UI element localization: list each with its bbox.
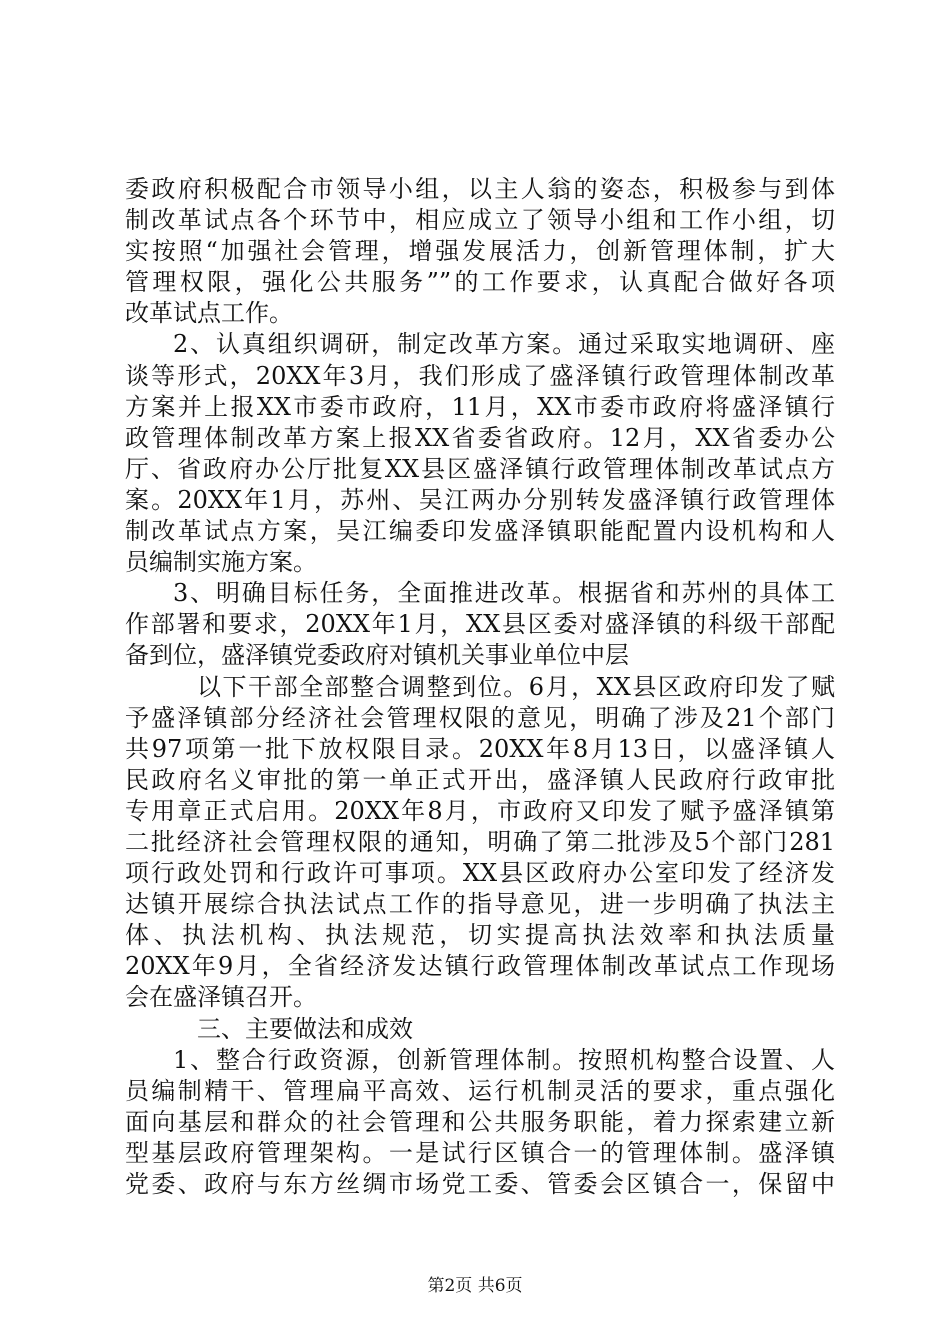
- text-line: 政管理体制改革方案上报XX省委省政府。12月，XX省委办公: [125, 423, 835, 452]
- text-line: 制改革试点各个环节中，相应成立了领导小组和工作小组，切: [125, 206, 835, 235]
- text-line: 体、执法机构、执法规范，切实提高执法效率和执法质量: [125, 921, 835, 950]
- text-line: 二批经济社会管理权限的通知，明确了第二批涉及5个部门281: [125, 827, 835, 856]
- text-line: 1、整合行政资源，创新管理体制。按照机构整合设置、人: [173, 1045, 835, 1074]
- text-line: 谈等形式，20XX年3月，我们形成了盛泽镇行政管理体制改革: [125, 361, 835, 390]
- text-line: 实按照“加强社会管理，增强发展活力，创新管理体制，扩大: [125, 237, 835, 266]
- text-line: 管理权限，强化公共服务””的工作要求，认真配合做好各项: [125, 268, 835, 297]
- text-line: 作部署和要求，20XX年1月，XX县区委对盛泽镇的科级干部配: [125, 610, 835, 639]
- text-line: 制改革试点方案，吴江编委印发盛泽镇职能配置内设机构和人: [125, 517, 835, 546]
- text-line: 委政府积极配合市领导小组，以主人翁的姿态，积极参与到体: [125, 175, 835, 203]
- text-line: 项行政处罚和行政许可事项。XX县区政府办公室印发了经济发: [125, 859, 835, 888]
- text-line: 面向基层和群众的社会管理和公共服务职能，着力探索建立新: [125, 1107, 835, 1136]
- text-line: 员编制实施方案。: [125, 548, 317, 577]
- text-line: 备到位，盛泽镇党委政府对镇机关事业单位中层: [125, 641, 629, 670]
- page-footer: 第2页 共6页: [427, 1276, 523, 1296]
- text-line: 型基层政府管理架构。一是试行区镇合一的管理体制。盛泽镇: [125, 1138, 835, 1167]
- text-line: 方案并上报XX市委市政府，11月，XX市委市政府将盛泽镇行: [125, 392, 835, 421]
- text-line: 会在盛泽镇召开。: [125, 983, 317, 1012]
- text-line: 专用章正式启用。20XX年8月，市政府又印发了赋予盛泽镇第: [125, 796, 835, 825]
- text-line: 以下干部全部整合调整到位。6月，XX县区政府印发了赋: [197, 672, 835, 701]
- text-line: 共97项第一批下放权限目录。20XX年8月13日，以盛泽镇人: [125, 734, 835, 763]
- text-line: 三、主要做法和成效: [197, 1014, 413, 1043]
- text-line: 20XX年9月，全省经济发达镇行政管理体制改革试点工作现场: [125, 952, 835, 981]
- text-line: 达镇开展综合执法试点工作的指导意见，进一步明确了执法主: [125, 890, 835, 919]
- text-line: 3、明确目标任务，全面推进改革。根据省和苏州的具体工: [173, 579, 835, 608]
- text-line: 党委、政府与东方丝绸市场党工委、管委会区镇合一，保留中: [125, 1170, 835, 1198]
- text-line: 厅、省政府办公厅批复XX县区盛泽镇行政管理体制改革试点方: [125, 454, 835, 483]
- text-line: 案。20XX年1月，苏州、吴江两办分别转发盛泽镇行政管理体: [125, 485, 835, 514]
- text-line: 改革试点工作。: [125, 299, 293, 328]
- body-text: [125, 174, 835, 1200]
- text-line: 予盛泽镇部分经济社会管理权限的意见，明确了涉及21个部门: [125, 703, 835, 732]
- text-line: 民政府名义审批的第一单正式开出，盛泽镇人民政府行政审批: [125, 765, 835, 794]
- text-line: 2、认真组织调研，制定改革方案。通过采取实地调研、座: [173, 330, 835, 359]
- text-line: 员编制精干、管理扁平高效、运行机制灵活的要求，重点强化: [125, 1076, 835, 1105]
